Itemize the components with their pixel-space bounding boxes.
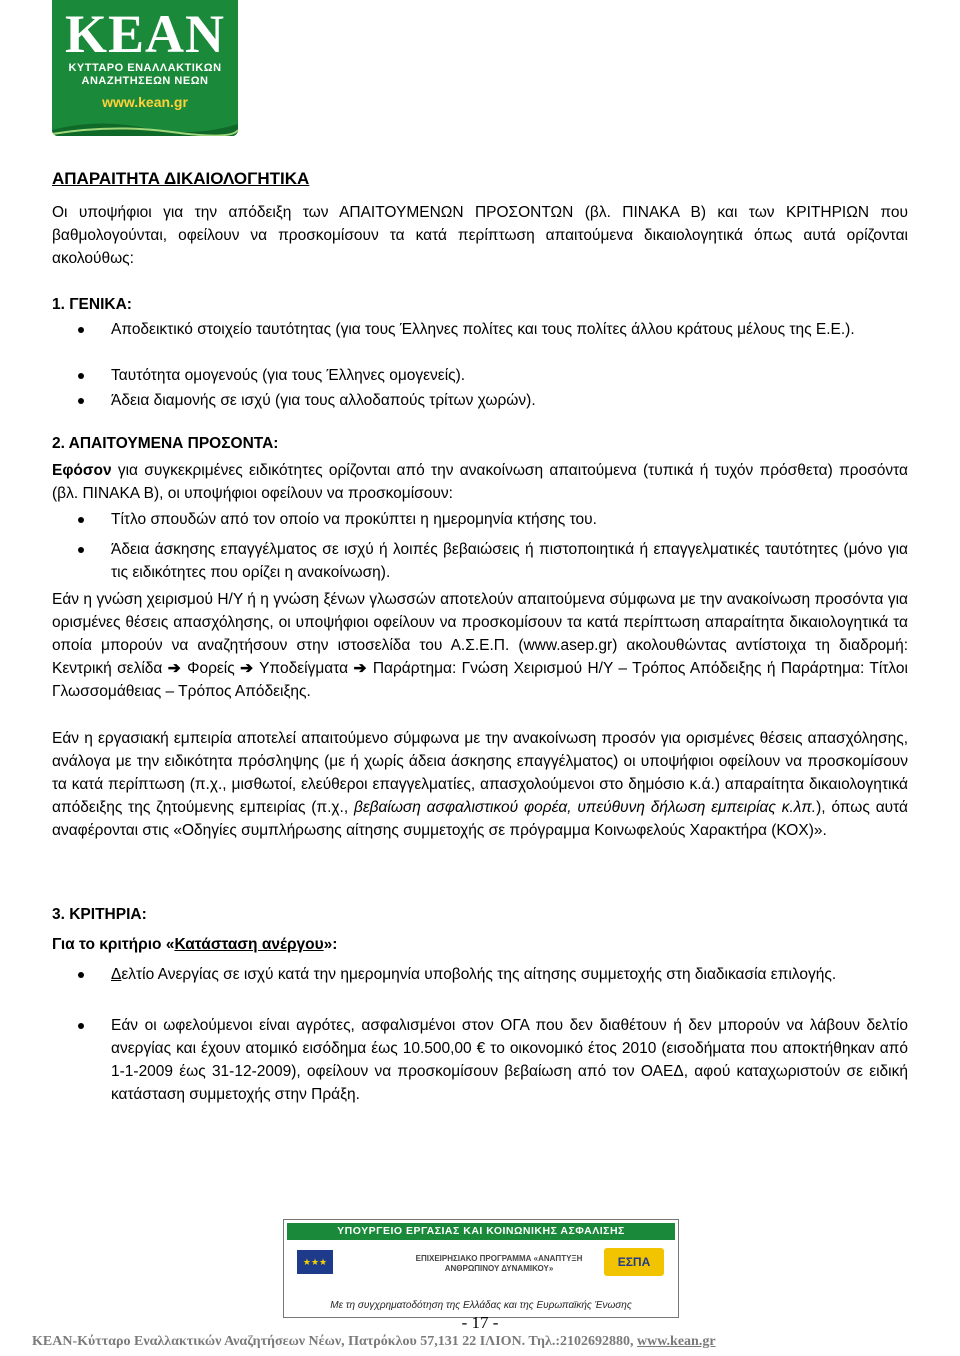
- bullet-icon: [78, 547, 84, 553]
- paragraph-text: Φορείς: [187, 660, 235, 677]
- footer-website-link[interactable]: www.kean.gr: [637, 1334, 716, 1349]
- list-item-text: [111, 963, 908, 986]
- section-3-heading: 3. ΚΡΙΤΗΡΙΑ:: [52, 906, 147, 923]
- arrow-right-icon: ➔: [167, 660, 181, 677]
- list-item: [52, 963, 908, 986]
- program-label: ΕΠΙΧΕΙΡΗΣΙΑΚΟ ΠΡΟΓΡΑΜΜΑ «ΑΝΑΠΤΥΞΗ ΑΝΘΡΩΠΙΝΟΥ ΔΥΝΑΜΙΚΟΥ»: [415, 1254, 583, 1273]
- paragraph-text: για συγκεκριμένες ειδικότητες ορίζονται από την ανακοίνωση απαιτούμενα (τυπικά ή τυχόν πρόσθετα) προσόντα (βλ. ΠΙΝΑΚΑ Β), οι υποψήφιοι οφείλουν να προσκομίσουν:: [52, 462, 908, 502]
- paragraph-text: Παράρτημα: Γνώση Χειρισμού Η/Υ – Τρόπος Απόδειξης ή Παράρτημα: Τίτλοι Γλωσσομάθειας – Τρόπος Απόδειξης.: [52, 660, 908, 700]
- work-experience-paragraph: [52, 727, 908, 842]
- kean-logo: [52, 0, 238, 136]
- paragraph-text: Εάν η εργασιακή εμπειρία αποτελεί απαιτούμενο σύμφωνα με την ανακοίνωση προσόν για ορισμένες θέσεις απασχόλησης, ανάλογα με την ειδικότητα πρόσληψης (με ή χωρίς άδεια άσκησης επαγγέλματος) οι υποψήφιοι οφείλουν να προσκομίσουν τα κατά περίπτωση (π.χ., μισθωτοί, ελεύθεροι επαγγελματίες, απασχολούμενοι στο δημόσιο κ.ά.) απαραίτητα δικαιολογητικά απόδειξης της ζητούμενης εμπειρίας (π.χ.,: [52, 730, 908, 816]
- list-item-text: Άδεια άσκησης επαγγέλματος σε ισχύ ή λοιπές βεβαιώσεις ή πιστοποιητικά ή επαγγελματικές ταυτότητες (μόνο για τις ειδικότητες που ορίζει η ανακοίνωση).: [111, 541, 908, 581]
- list-item-text: Τίτλο σπουδών από τον οποίο να προκύπτει η ημερομηνία κτήσης του.: [111, 511, 597, 528]
- list-item-text: Ταυτότητα ομογενούς (για τους Έλληνες ομογενείς).: [111, 367, 466, 384]
- bullet-icon: [78, 517, 84, 523]
- list-item: [52, 318, 908, 341]
- logo-wave-graphic: [52, 116, 238, 136]
- logo-title: ΚΕΑΝ: [64, 4, 225, 64]
- eu-flag-icon: ★★★: [297, 1250, 333, 1274]
- list-item: [52, 364, 908, 387]
- bullet-icon: [78, 398, 84, 404]
- list-item-text: ελτίο Ανεργίας σε ισχύ κατά την ημερομηνία υποβολής της αίτησης συμμετοχής στη διαδικασία επιλογής.: [121, 966, 837, 983]
- intro-paragraph: Οι υποψήφιοι για την απόδειξη των ΑΠΑΙΤΟΥΜΕΝΩΝ ΠΡΟΣΟΝΤΩΝ (βλ. ΠΙΝΑΚΑ Β) και των ΚΡΙΤΗΡΙΩΝ που βαθμολογούνται, οφείλουν να προσκομίσουν τα κατά περίπτωση απαιτούμενα δικαιολογητικά όπως αυτά ορίζονται ακολούθως:: [52, 204, 908, 267]
- section-2-heading: 2. ΑΠΑΙΤΟΥΜΕΝΑ ΠΡΟΣΟΝΤΑ:: [52, 435, 279, 452]
- list-item-text: Αποδεικτικό στοιχείο ταυτότητας (για τους Έλληνες πολίτες και τους πολίτες άλλου κράτους μέλους της Ε.Ε.).: [111, 321, 855, 338]
- page-title: ΑΠΑΡΑΙΤΗΤΑ ΔΙΚΑΙΟΛΟΓΗΤΙΚΑ: [52, 169, 310, 188]
- subheading-text: »:: [323, 936, 338, 953]
- logo-line1: ΚΥΤΤΑΡΟ ΕΝΑΛΛΑΚΤΙΚΩΝ: [68, 62, 222, 74]
- section-2-paragraph: [52, 459, 908, 505]
- underlined-text: Κατάσταση ανέργου: [174, 936, 324, 953]
- list-item-text: Εάν οι ωφελούμενοι είναι αγρότες, ασφαλισμένοι στον ΟΓΑ που δεν διαθέτουν ή δεν μπορούν να λάβουν δελτίο ανεργίας και έχουν ατομικό εισόδημα έως 10.500,00 € το οικονομικό έτος 2010 (εισοδήματα που αποκτήθηκαν από 1-1-2009 έως 31-12-2009), οφείλουν να προσκομίσουν βεβαίωση από τον ΟΑΕΔ, αφού καταχωριστούν σε ειδική κατάσταση συμμετοχής στην Πράξη.: [111, 1017, 908, 1103]
- ministry-banner: ΥΠΟΥΡΓΕΙΟ ΕΡΓΑΣΙΑΣ ΚΑΙ ΚΟΙΝΩΝΙΚΗΣ ΑΣΦΑΛΙΣΗΣ: [287, 1223, 675, 1240]
- bullet-icon: [78, 972, 84, 978]
- bullet-icon: [78, 373, 84, 379]
- emphasis-text: Εφόσον: [52, 462, 112, 479]
- bullet-icon: [78, 327, 84, 333]
- list-item: [52, 1014, 908, 1106]
- arrow-right-icon: ➔: [353, 660, 367, 677]
- footer-text: ΚΕΑΝ-Κύτταρο Εναλλακτικών Αναζητήσεων Νέων, Πατρόκλου 57,131 22 ΙΛΙΟΝ. Τηλ.:2102692880,: [32, 1334, 637, 1349]
- section-1-heading: 1. ΓΕΝΙΚΑ:: [52, 296, 132, 313]
- page-number: - 17 -: [461, 1313, 499, 1332]
- paragraph-text: Υποδείγματα: [259, 660, 349, 677]
- list-item-text: Άδεια διαμονής σε ισχύ (για τους αλλοδαπούς τρίτων χωρών).: [111, 392, 536, 409]
- funding-logos-box: [283, 1219, 679, 1318]
- bullet-icon: [78, 1023, 84, 1029]
- underlined-text: Δ: [111, 966, 122, 983]
- list-item: [52, 389, 908, 412]
- espa-logo: ΕΣΠΑ: [604, 1248, 664, 1276]
- computer-language-paragraph: [52, 588, 908, 703]
- paragraph-text: ), όπως αυτά αναφέρονται στις «Οδηγίες συμπλήρωσης αίτησης συμμετοχής σε πρόγραμμα Κοινωφελούς Χαρακτήρα (ΚΟΧ)».: [52, 799, 908, 839]
- page-footer: [32, 1334, 932, 1350]
- criterion-subheading: [52, 933, 908, 956]
- paragraph-text: Εάν η γνώση χειρισμού Η/Υ ή η γνώση ξένων γλωσσών αποτελούν απαιτούμενα σύμφωνα με την ανακοίνωση προσόντα για ορισμένες θέσεις απασχόλησης, οι υποψήφιοι οφείλουν να προσκομίσουν τα κατά περίπτωση απαραίτητα δικαιολογητικά τα οποία μπορούν να αναζητήσουν στην ιστοσελίδα του Α.Σ.Ε.Π. (www.asep.gr) ακολουθώντας αντίστοιχα τη διαδρομή: Κεντρική σελίδα: [52, 591, 908, 677]
- logo-line2: ΑΝΑΖΗΤΗΣΕΩΝ ΝΕΩΝ: [81, 75, 209, 87]
- cofunding-caption: Με τη συγχρηματοδότηση της Ελλάδας και της Ευρωπαϊκής Ένωσης: [330, 1300, 632, 1311]
- subheading-text: Για το κριτήριο «: [52, 936, 175, 953]
- arrow-right-icon: ➔: [240, 660, 254, 677]
- list-item: [52, 538, 908, 584]
- logo-url: www.kean.gr: [102, 94, 188, 110]
- list-item: [52, 508, 908, 531]
- italic-text: βεβαίωση ασφαλιστικού φορέα, υπεύθυνη δήλωση εμπειρίας κ.λπ.: [354, 799, 817, 816]
